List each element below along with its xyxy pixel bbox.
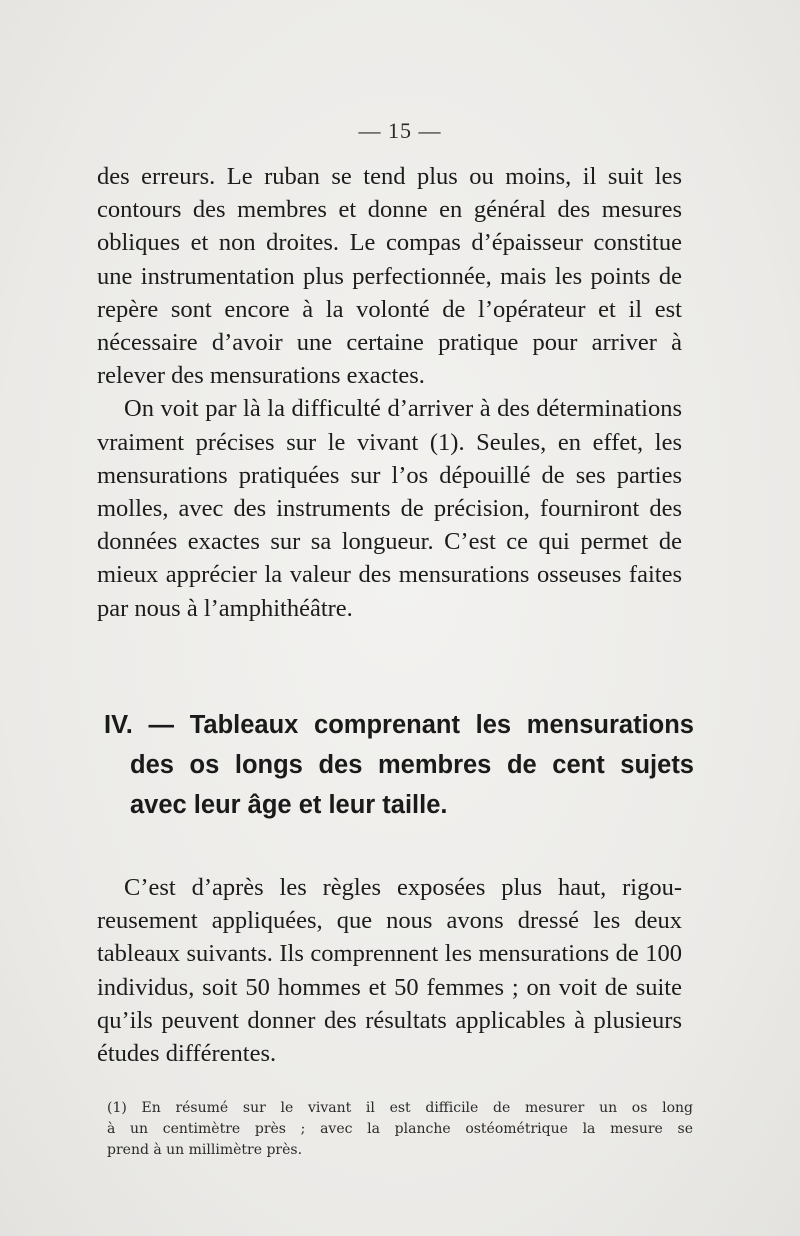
footnote (107, 1098, 693, 1161)
page-number: — 15 — (358, 118, 442, 143)
paragraph-difficulty: On voit par là la difficulté d’arriver à des déterminations vraiment précises sur le vivant (1). Seules, en effet, les mensurations pratiquées sur l’os dépouillé de ses parties molles, avec des instruments de précision, fourniront des données exactes sur sa longueur. C’est ce qui permet de mieux apprécier la valeur des mensurations osseuses faites par nous à l’amphithéâtre. (97, 395, 682, 622)
heading-line-1: IV. — Tableaux comprenant les mensurations (104, 711, 694, 739)
paragraph-tables: C’est d’après les règles exposées plus haut, rigoureusement appliquées, que nous avons dressé les deux tableaux suivants. Ils comprennent les mensurations de 100 individus, soit 50 hommes et 50 femmes ; on voit de suite qu’ils peuvent donner des résultats applicables à plusieurs études différentes. (97, 874, 682, 1068)
footnote-line-3: prend à un millimètre près. (107, 1142, 303, 1158)
footnote-line-1: (1) En résumé sur le vivant il est difficile de mesurer un os long (107, 1100, 693, 1116)
paragraph-continued: des erreurs. Le ruban se tend plus ou moins, il suit les contours des membres et donne en général des mesures obliques et non droites. Le compas d’épaisseur constitue une instrumentation plus perfectionnée, mais les points de repère sont encore à la volonté de l’opérateur et il est nécessaire d’avoir une certaine pratique pour arriver à relever des mensurations exactes. (97, 163, 682, 390)
text-block-top (97, 160, 682, 625)
text-block-bottom (97, 871, 682, 1070)
section-heading (104, 705, 694, 825)
heading-line-2: des os longs des membres de cent sujets (130, 751, 694, 779)
heading-line-3: avec leur âge et leur taille. (130, 791, 448, 819)
footnote-line-2: à un centimètre près ; avec la planche ostéométrique la mesure se (107, 1121, 693, 1137)
